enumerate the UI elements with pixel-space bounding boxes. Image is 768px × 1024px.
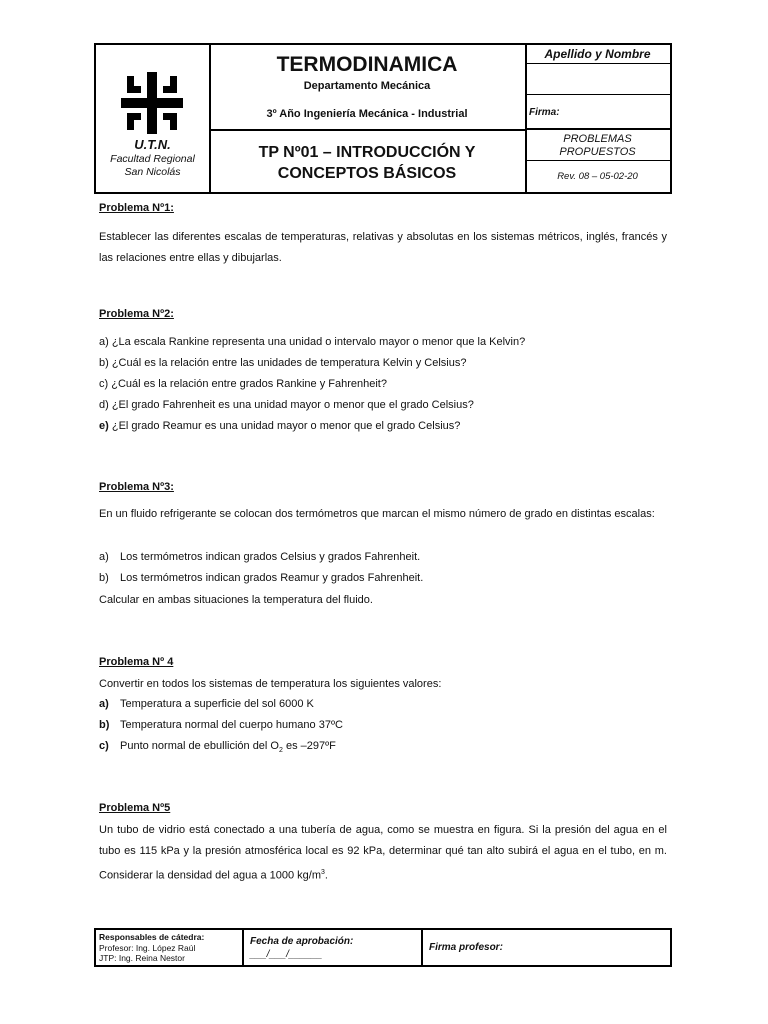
problem4-item-c-subscript: 2 — [278, 747, 283, 755]
fecha-aprobacion-value: ___/___/______ — [250, 949, 323, 960]
problemas-line1: PROBLEMAS — [563, 133, 632, 145]
problem5-superscript: 3 — [320, 869, 325, 876]
problem3-item-a-label: a) — [99, 551, 109, 563]
problem5-text-end: . — [324, 869, 328, 882]
problem4-item-b-label: b) — [99, 719, 110, 731]
facultad-line2: San Nicolás — [124, 166, 181, 178]
firma-label: Firma: — [529, 107, 560, 118]
problem3-closing: Calcular en ambas situaciones la temperatura del fluido. — [99, 594, 373, 606]
header-table — [94, 43, 672, 194]
responsables-label: Responsables de cátedra: — [99, 932, 205, 942]
problem3-item-a — [99, 551, 420, 563]
problem5-heading: Problema Nº5 — [99, 802, 171, 814]
student-cell — [525, 45, 670, 192]
problem1-heading: Problema Nº1: — [99, 202, 174, 214]
facultad-label — [96, 153, 209, 179]
tp-title-line2: CONCEPTOS BÁSICOS — [277, 165, 457, 182]
problem2-heading: Problema Nº2: — [99, 308, 174, 320]
tp-title-line1: TP Nº01 – INTRODUCCIÓN Y — [258, 144, 476, 161]
jtp-name: JTP: Ing. Reina Nestor — [99, 953, 185, 963]
problem5-text-main: Un tubo de vidrio está conectado a una tubería de agua, como se muestra en figura. Si la presión del agua en el tubo es 115 kPa y la presión atmosférica local es 92 kPa, determinar qué tan alto subirá el agua en el tubo, en m. Considerar la densidad del agua a 1000 kg/m — [99, 824, 667, 882]
problemas-line2: PROPUESTOS — [559, 146, 636, 158]
fecha-aprobacion-label: Fecha de aprobación: — [250, 936, 354, 947]
year-career: 3º Año Ingeniería Mecánica - Industrial — [266, 108, 468, 120]
problem4-heading: Problema Nº 4 — [99, 656, 174, 668]
fecha-aprobacion-cell[interactable] — [246, 930, 423, 965]
utn-logo — [121, 72, 183, 134]
course-title: TERMODINAMICA — [276, 53, 458, 76]
problem4-item-c-label: c) — [99, 740, 109, 752]
problem2-item-e — [99, 420, 460, 432]
problem2-item-e-text: ¿El grado Reamur es una unidad mayor o menor que el grado Celsius? — [111, 420, 461, 432]
logo-cell — [96, 45, 211, 192]
problem4-item-c-text: Punto normal de ebullición del O — [120, 740, 279, 752]
problem3-item-a-text: Los termómetros indican grados Celsius y grados Fahrenheit. — [120, 551, 421, 563]
problem3-text: En un fluido refrigerante se colocan dos termómetros que marcan el mismo número de grado en distintas escalas: — [99, 508, 655, 520]
profesor-name: Profesor: Ing. López Raúl — [99, 942, 196, 953]
apellido-nombre-field[interactable] — [525, 64, 670, 95]
problem4-item-a-text: Temperatura a superficie del sol 6000 K — [120, 698, 314, 710]
tp-title — [209, 142, 525, 184]
department: Departamento Mecánica — [303, 80, 431, 92]
problemas-propuestos — [525, 130, 670, 161]
firma-profesor-label: Firma profesor: — [429, 942, 503, 953]
problem3-item-b-text: Los termómetros indican grados Reamur y grados Fahrenheit. — [120, 572, 424, 584]
problem3-heading: Problema Nº3: — [99, 481, 174, 493]
problem2-item-c: c) ¿Cuál es la relación entre grados Rankine y Fahrenheit? — [99, 378, 387, 390]
problem4-item-a — [99, 698, 314, 710]
problem2-item-b: b) ¿Cuál es la relación entre las unidades de temperatura Kelvin y Celsius? — [99, 357, 467, 369]
responsables-cell — [96, 930, 244, 965]
title-block — [209, 45, 525, 131]
problem2-item-a: a) ¿La escala Rankine representa una unidad o intervalo mayor o menor que la Kelvin? — [99, 336, 526, 348]
problem4-item-c-text-end: es –297ºF — [282, 740, 336, 752]
title-cell — [209, 45, 527, 192]
apellido-nombre-label: Apellido y Nombre — [525, 45, 670, 64]
revision: Rev. 08 – 05-02-20 — [557, 171, 638, 182]
problem2-item-e-label: e) — [99, 420, 109, 432]
problem4-item-c — [99, 740, 336, 754]
problem4-item-b-text: Temperatura normal del cuerpo humano 37ºC — [120, 719, 343, 731]
problem4-item-a-label: a) — [99, 698, 109, 710]
utn-label: U.T.N. — [134, 137, 171, 152]
firma-field[interactable] — [525, 95, 670, 130]
problem5-text — [99, 820, 667, 887]
footer-table — [94, 928, 672, 967]
facultad-line1: Facultad Regional — [110, 153, 195, 165]
problem3-item-b — [99, 572, 423, 584]
problem1-text: Establecer las diferentes escalas de temperaturas, relativas y absolutas en los sistemas métricos, inglés, francés y las relaciones entre ellas y dibujarlas. — [99, 231, 667, 264]
problem4-intro: Convertir en todos los sistemas de temperatura los siguientes valores: — [99, 678, 442, 690]
problem2-item-d: d) ¿El grado Fahrenheit es una unidad mayor o menor que el grado Celsius? — [99, 399, 474, 411]
problem4-item-b — [99, 719, 343, 731]
problem3-item-b-label: b) — [99, 572, 109, 584]
